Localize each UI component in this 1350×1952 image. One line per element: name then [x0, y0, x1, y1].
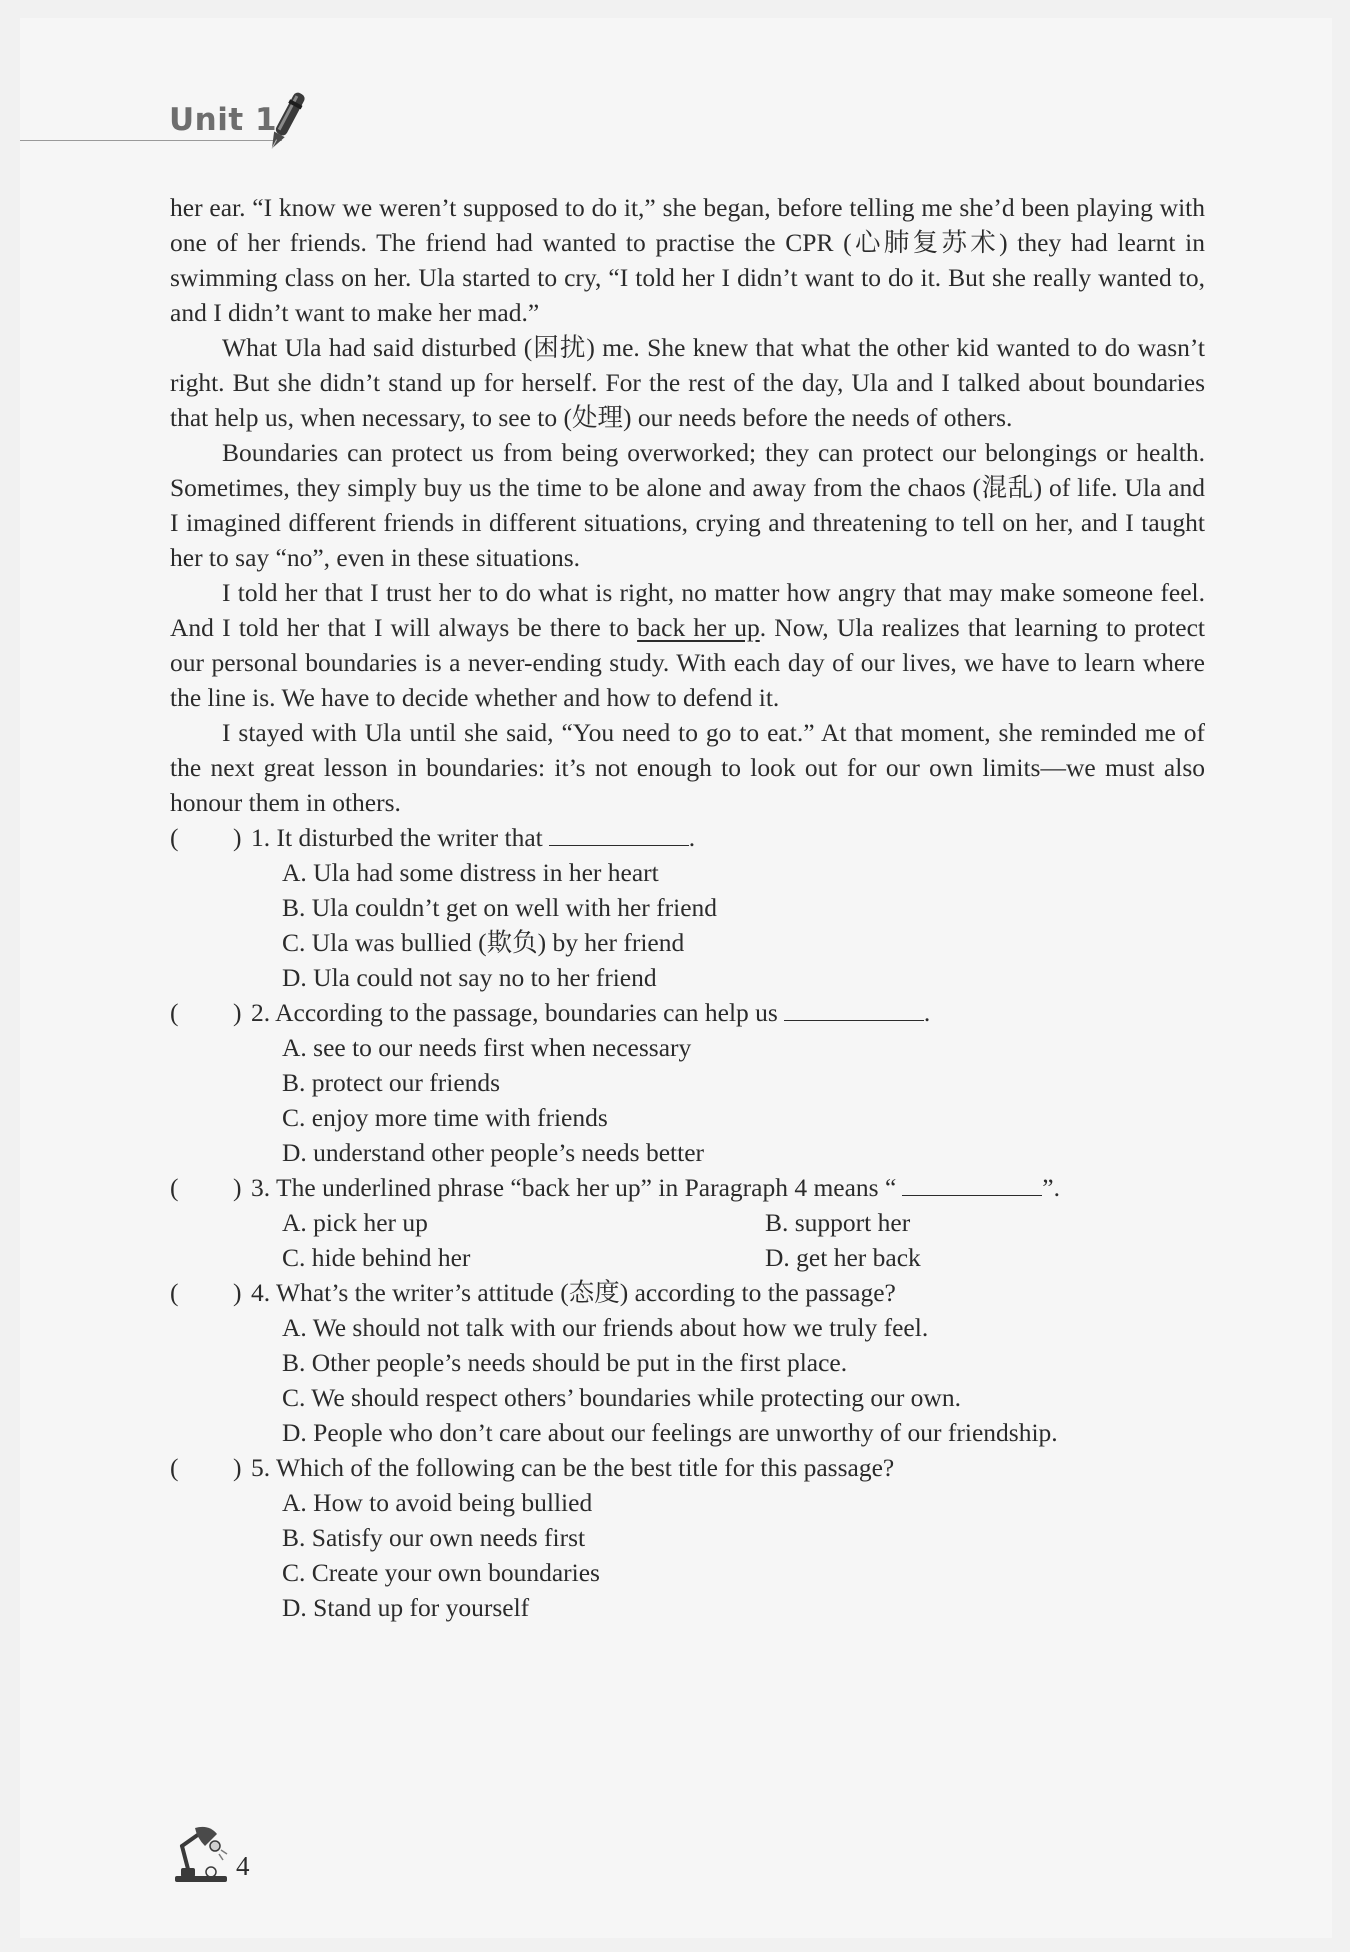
question-text: [251, 995, 930, 1030]
question-suffix: .: [923, 998, 931, 1027]
answer-option: A. How to avoid being bullied: [282, 1488, 593, 1517]
question-prompt: Which of the following can be the best title for this passage?: [276, 1453, 895, 1482]
question-text: [251, 1450, 894, 1485]
answer-option: C. enjoy more time with friends: [282, 1103, 608, 1132]
question-stem: [170, 1170, 1205, 1205]
question-prompt: According to the passage, boundaries can help us: [275, 998, 778, 1027]
paragraph-text: Boundaries can protect us from being overworked; they can protect our belongings or health. Sometimes, they simply buy us the time to be alone and away from the chaos (混乱) of life. Ula and I imagined different friends in different situations, crying and threatening to tell on her, and I taught her to say “no”, even in these situations.: [170, 438, 1205, 572]
question-item: [170, 820, 1205, 995]
answer-paren-open: (: [170, 1278, 179, 1307]
question-suffix: .: [688, 823, 696, 852]
page-header: [20, 88, 285, 148]
question-stem: [170, 1275, 1205, 1310]
answer-option: A. pick her up: [282, 1208, 428, 1237]
question-stem: [170, 995, 1205, 1030]
answer-paren-open: (: [170, 823, 179, 852]
answer-option: A. see to our needs first when necessary: [282, 1033, 692, 1062]
option-list: [170, 855, 1205, 995]
answer-option: B. support her: [765, 1208, 911, 1237]
paragraph-text: . Now, Ula realizes that learning to protect our personal boundaries is a never-ending study. With each day of our lives, we have to learn where the line is. We have to decide whether and how to defend it.: [170, 613, 1205, 712]
passage-paragraph: [170, 715, 1205, 820]
pen-icon: [255, 86, 317, 158]
question-item: [170, 1450, 1205, 1625]
question-number: 5.: [251, 1453, 271, 1482]
main-content: [170, 190, 1205, 1625]
answer-option: A. We should not talk with our friends about how we truly feel.: [282, 1313, 929, 1342]
paragraph-text: I told her that I trust her to do what is right, no matter how angry that may make someone feel. And I told her that I will always be there to: [170, 578, 1205, 642]
question-number: 4.: [251, 1278, 271, 1307]
answer-option: D. understand other people’s needs better: [282, 1138, 705, 1167]
question-text: [251, 1275, 896, 1310]
answer-paren-close: ): [233, 998, 242, 1027]
option-list: [170, 1030, 1205, 1170]
answer-blank: [784, 996, 924, 1021]
question-item: [170, 995, 1205, 1170]
answer-blank: [549, 821, 689, 846]
paragraph-text: I stayed with Ula until she said, “You need to go to eat.” At that moment, she reminded me of the next great lesson in boundaries: it’s not enough to look out for our own limits—we must also honour them in others.: [170, 718, 1205, 817]
passage-paragraph: [170, 330, 1205, 435]
header-divider: [20, 140, 282, 141]
question-prompt: What’s the writer’s attitude (态度) according to the passage?: [276, 1278, 896, 1307]
answer-option: C. Ula was bullied (欺负) by her friend: [282, 928, 685, 957]
option-list: [170, 1310, 1205, 1450]
answer-option: A. Ula had some distress in her heart: [282, 858, 659, 887]
question-number: 3.: [251, 1173, 271, 1202]
answer-option: B. Satisfy our own needs first: [282, 1523, 586, 1552]
question-text: [251, 1170, 1060, 1205]
underlined-phrase: back her up: [637, 613, 760, 642]
answer-option: C. We should respect others’ boundaries while protecting our own.: [282, 1383, 961, 1412]
paragraph-text: What Ula had said disturbed (困扰) me. She knew that what the other kid wanted to do wasn’t right. But she didn’t stand up for herself. For the rest of the day, Ula and I talked about boundaries that help us, when necessary, to see to (处理) our needs before the needs of others.: [170, 333, 1205, 432]
answer-option: D. get her back: [765, 1243, 921, 1272]
question-prompt: It disturbed the writer that: [276, 823, 543, 852]
question-number: 2.: [251, 998, 271, 1027]
answer-paren-close: ): [233, 823, 242, 852]
answer-option: B. Other people’s needs should be put in the first place.: [282, 1348, 848, 1377]
answer-option: D. Ula could not say no to her friend: [282, 963, 657, 992]
answer-blank: [902, 1171, 1042, 1196]
question-stem: [170, 820, 1205, 855]
answer-paren-close: ): [233, 1453, 242, 1482]
answer-option: D. People who don’t care about our feelings are unworthy of our friendship.: [282, 1418, 1058, 1447]
question-number: 1.: [251, 823, 271, 852]
answer-paren-open: (: [170, 1453, 179, 1482]
question-prompt: The underlined phrase “back her up” in Paragraph 4 means “: [276, 1173, 897, 1202]
page-number: 4: [236, 1851, 250, 1881]
question-list: [170, 820, 1205, 1625]
answer-paren-open: (: [170, 998, 179, 1027]
reading-passage: [170, 190, 1205, 820]
answer-paren-close: ): [233, 1278, 242, 1307]
answer-option: B. protect our friends: [282, 1068, 501, 1097]
question-stem: [170, 1450, 1205, 1485]
question-suffix: ”.: [1042, 1173, 1060, 1202]
desk-lamp-icon: [171, 1824, 233, 1886]
paragraph-text: her ear. “I know we weren’t supposed to do it,” she began, before telling me she’d been playing with one of her friends. The friend had wanted to practise the CPR (心肺复苏术) they had learnt in swimming class on her. Ula started to cry, “I told her I didn’t want to do it. But she really wanted to, and I didn’t want to make her mad.”: [170, 193, 1205, 327]
passage-paragraph: [170, 190, 1205, 330]
answer-paren-open: (: [170, 1173, 179, 1202]
question-text: [251, 820, 695, 855]
answer-option: C. hide behind her: [282, 1243, 471, 1272]
unit-title: Unit 1: [169, 102, 278, 138]
option-list: [170, 1485, 1205, 1625]
answer-paren-close: ): [233, 1173, 242, 1202]
question-item: [170, 1275, 1205, 1450]
answer-option: C. Create your own boundaries: [282, 1558, 600, 1587]
passage-paragraph: [170, 575, 1205, 715]
answer-option: D. Stand up for yourself: [282, 1593, 530, 1622]
answer-option: B. Ula couldn’t get on well with her friend: [282, 893, 718, 922]
question-item: [170, 1170, 1205, 1275]
passage-paragraph: [170, 435, 1205, 575]
option-list: [170, 1205, 1205, 1275]
